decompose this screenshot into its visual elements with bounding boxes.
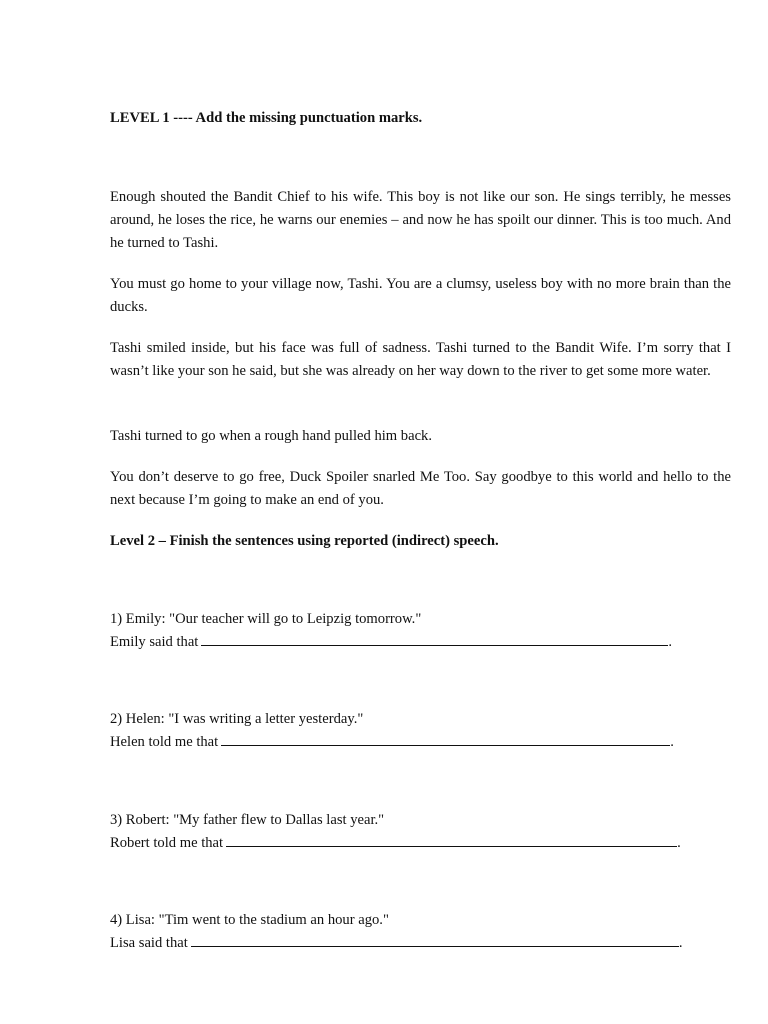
question-3 [110, 809, 681, 855]
question-3-end: . [677, 835, 681, 851]
question-1-answer-blank[interactable] [201, 631, 668, 646]
question-3-lead: Robert told me that [110, 835, 224, 851]
question-4-answer-blank[interactable] [191, 932, 679, 947]
question-1-lead: Emily said that [110, 634, 199, 650]
question-1-answer-line [110, 631, 672, 654]
level1-paragraph-2: You must go home to your village now, Tashi. You are a clumsy, useless boy with no more brain than the ducks. [110, 276, 731, 315]
level1-paragraph-5: You don’t deserve to go free, Duck Spoiler snarled Me Too. Say goodbye to this world and hello to the next because I’m going to make an end of you. [110, 469, 731, 508]
level1-heading: LEVEL 1 ---- Add the missing punctuation marks. [110, 110, 423, 126]
question-2-prompt: 2) Helen: "I was writing a letter yesterday." [110, 711, 364, 727]
question-3-answer-line [110, 832, 681, 855]
question-1-prompt: 1) Emily: "Our teacher will go to Leipzig tomorrow." [110, 611, 422, 627]
question-2-lead: Helen told me that [110, 734, 219, 750]
question-4 [110, 909, 682, 955]
question-4-answer-line [110, 932, 682, 955]
question-1-end: . [668, 634, 673, 650]
question-3-prompt: 3) Robert: "My father flew to Dallas last year." [110, 812, 385, 828]
question-4-end: . [678, 935, 683, 951]
level1-paragraph-3: Tashi smiled inside, but his face was full of sadness. Tashi turned to the Bandit Wife. I’m sorry that I wasn’t like your son he said, but she was already on her way down to the river to get some more water. [110, 340, 731, 379]
question-2-answer-blank[interactable] [221, 731, 670, 746]
level2-heading: Level 2 – Finish the sentences using reported (indirect) speech. [110, 533, 499, 549]
question-2 [110, 708, 674, 754]
question-2-answer-line [110, 731, 674, 754]
question-2-end: . [670, 734, 674, 750]
question-4-prompt: 4) Lisa: "Tim went to the stadium an hour ago." [110, 912, 389, 928]
level1-paragraph-4: Tashi turned to go when a rough hand pulled him back. [110, 428, 432, 444]
question-3-answer-blank[interactable] [226, 832, 677, 847]
question-1 [110, 608, 672, 654]
question-4-lead: Lisa said that [110, 935, 188, 951]
level1-paragraph-1: Enough shouted the Bandit Chief to his wife. This boy is not like our son. He sings terribly, he messes around, he loses the rice, he warns our enemies – and now he has spoilt our dinner. This is too much. And he turned to Tashi. [110, 189, 731, 251]
